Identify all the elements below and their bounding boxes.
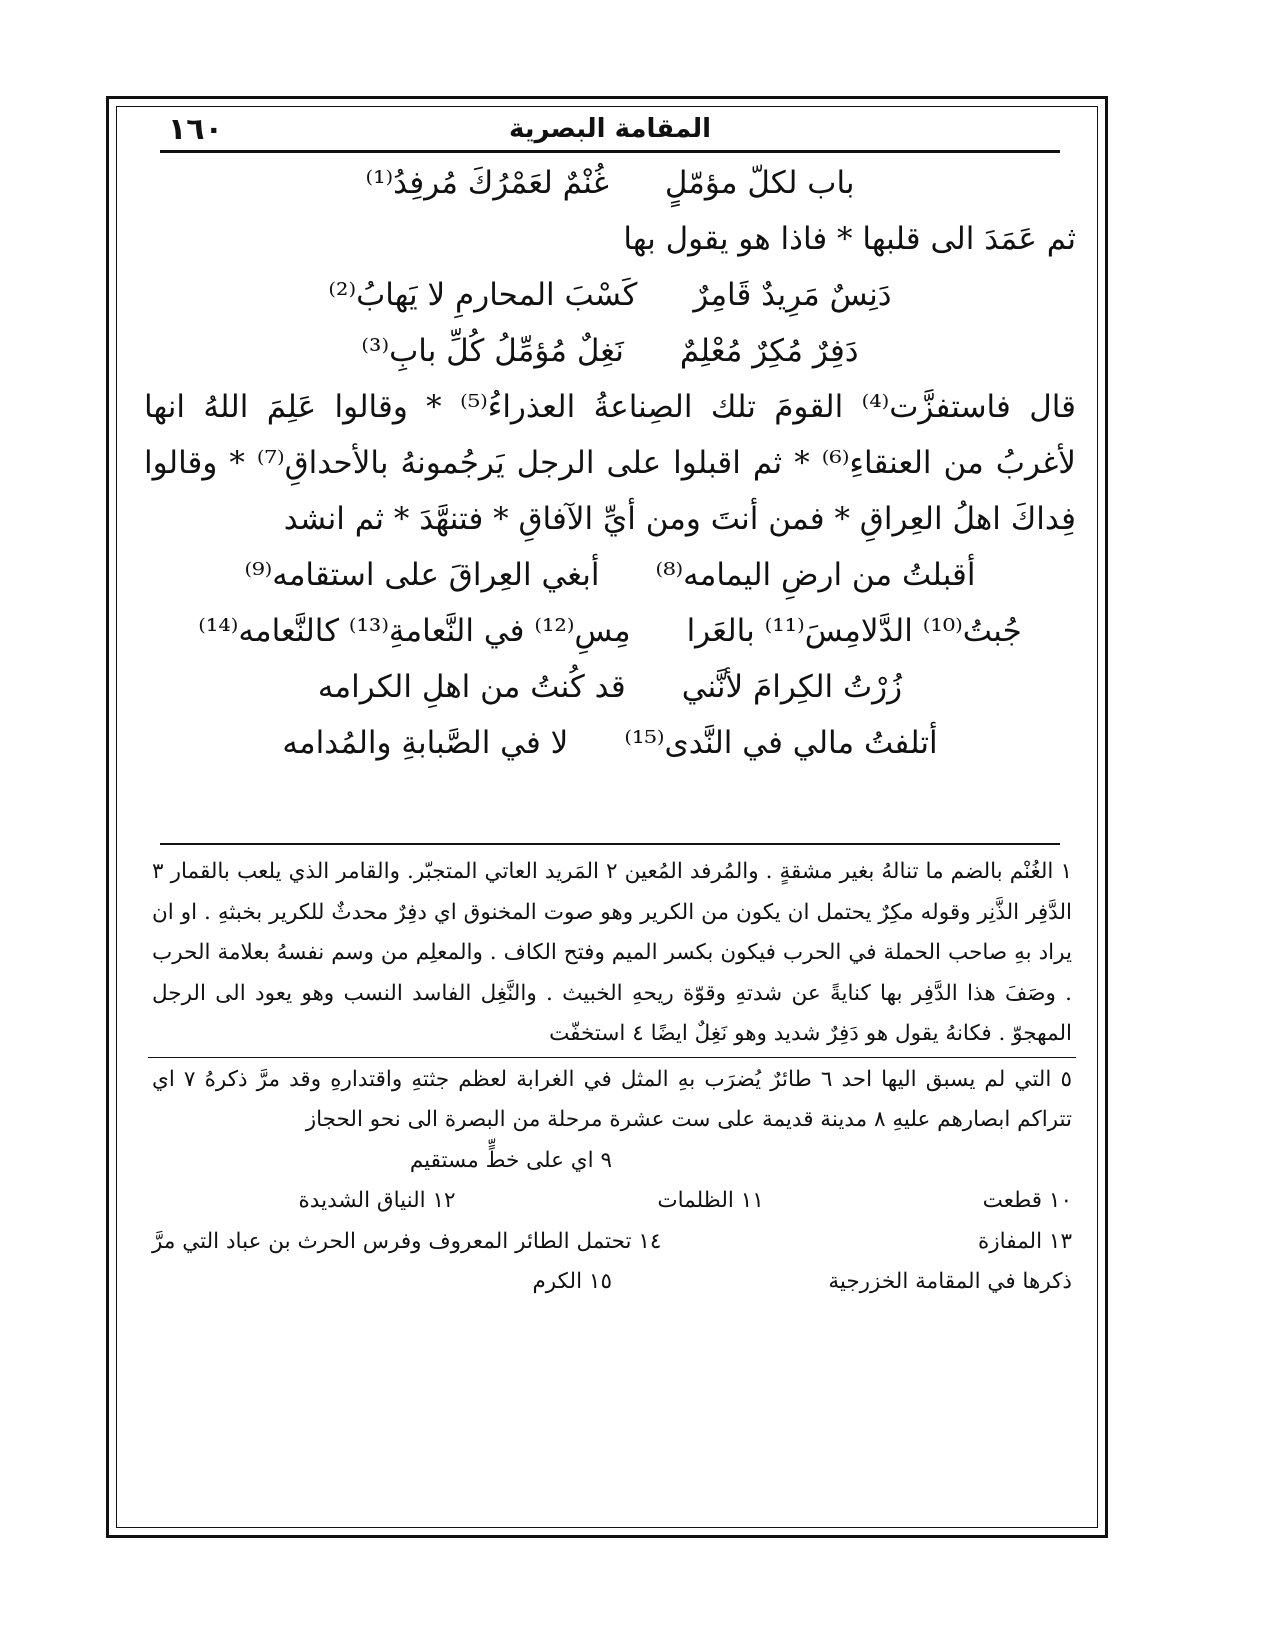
footnote-item: ١٢ النياق الشديدة bbox=[298, 1188, 456, 1213]
footnote-rule bbox=[160, 843, 1060, 845]
verse-line bbox=[140, 603, 1080, 659]
verse-hemistich: مِسِ⁽¹²⁾ في النَّعامةِ⁽¹³⁾ كالنَّعامه⁽¹⁴⁾ bbox=[198, 613, 631, 649]
prose-paragraph: ثم عَمَدَ الى قلبها * فاذا هو يقول بها bbox=[623, 221, 1076, 257]
verse-hemistich: باب لكلّ مؤمّلٍ bbox=[664, 165, 855, 201]
verse-hemistich: دَفِرٌ مُكِرٌ مُعْلِمٌ bbox=[679, 333, 859, 369]
verse-hemistich: قد كُنتُ من اهلِ الكرامه bbox=[317, 669, 626, 705]
verse-hemistich: نَغِلٌ مُؤمِّلُ كُلِّ بابِ⁽³⁾ bbox=[361, 333, 624, 369]
footnote-item: ١١ الظلمات bbox=[657, 1188, 764, 1213]
footnote-block: ٥ التي لم يسبق اليها احد ٦ طائرٌ يُضرَب بهِ المثل في الغرابة لعظم جثتهِ واقتدارهِ وقد مرَّ ذكرهُ ٧ اي تتراكم ابصارهم عليهِ ٨ مدينة قديمة على ست عشرة مرحلة من البصرة الى نحو الحجاز bbox=[152, 1066, 1073, 1132]
verse-line bbox=[140, 715, 1080, 771]
verse-hemistich: أتلفتُ مالي في النَّدى⁽¹⁵⁾ bbox=[624, 725, 938, 761]
footnote-block: ١ الغُنْم بالضم ما تنالهُ بغير مشقةٍ . والمُرفد المُعين ٢ المَريد العاتي المتجبّر. والقامر الذي يلعب بالقمار ٣ الدَّفِر الذَّنِر وقوله مكِرٌ يحتمل ان يكون من الكرير وهو صوت المخنوق اي دفِرٌ محدثٌ للكرير بخبثهِ . او ان يراد بهِ صاحب الحملة في الحرب فيكون بكسر الميم وفتح الكاف . والمعلِم من وسم نفسهُ بعلامة الحرب . وصَفَ هذا الدَّفِر بها كنايةً عن شدتهِ وقوّة ريحهِ الخبيث . والنَّغِل الفاسد النسب وهو يعود الى الرجل المهجوّ . فكانهُ يقول هو دَفِرٌ شديد وهو نَغِلٌ ايضًا ٤ استخفّت bbox=[152, 859, 1072, 1046]
footnote-item: ١٠ قطعت bbox=[982, 1188, 1072, 1213]
verse-line bbox=[140, 155, 1080, 211]
footnote-row bbox=[148, 1181, 1076, 1222]
footnote-row bbox=[148, 1222, 1076, 1263]
footnote-divider bbox=[148, 1057, 1076, 1058]
footnote-item: ١٥ الكرم bbox=[532, 1269, 612, 1294]
footnote-row bbox=[148, 1262, 1076, 1303]
verse-hemistich: غُنْمٌ لعَمْرُكَ مُرفِدُ⁽¹⁾ bbox=[365, 165, 609, 201]
footnote-item: ١٤ تحتمل الطائر المعروف وفرس الحرث بن عباد التي مرَّ bbox=[152, 1228, 662, 1254]
verse-hemistich: زُرْتُ الكِرامَ لأنَّني bbox=[681, 669, 903, 705]
main-text bbox=[140, 155, 1080, 771]
page-number: ١٦٠ bbox=[168, 112, 223, 147]
footnote-row bbox=[148, 1141, 1076, 1182]
running-title: المقامة البصرية bbox=[508, 114, 712, 144]
prose-paragraph: قال فاستفزَّت⁽⁴⁾ القومَ تلك الصِناعةُ العذراءُ⁽⁵⁾ * وقالوا عَلِمَ اللهُ انها لأغربُ من العنقاءِ⁽⁶⁾ * ثم اقبلوا على الرجل يَرجُمونهُ بالأحداقِ⁽⁷⁾ * وقالوا فِداكَ اهلُ العِراقِ * فمن أنتَ ومن أيِّ الآفاقِ * فتنهَّدَ * ثم انشد bbox=[144, 389, 1076, 537]
verse-hemistich: كَسْبَ المحارمِ لا يَهابُ⁽²⁾ bbox=[328, 277, 638, 313]
verse-hemistich: لا في الصَّبابةِ والمُدامه bbox=[282, 725, 569, 761]
footnote-item: ٩ اي على خطٍّ مستقيم bbox=[409, 1147, 612, 1173]
verse-hemistich: أقبلتُ من ارضِ اليمامه⁽⁸⁾ bbox=[655, 557, 976, 593]
footnotes bbox=[148, 852, 1076, 1303]
verse-line bbox=[140, 659, 1080, 715]
verse-hemistich: أبغي العِراقَ على استقامه⁽⁹⁾ bbox=[244, 557, 600, 593]
footnote-item bbox=[612, 1141, 1072, 1182]
page-header bbox=[160, 112, 1060, 152]
footnote-item: ذكرها في المقامة الخزرجية bbox=[828, 1269, 1072, 1294]
verse-line bbox=[140, 547, 1080, 603]
header-rule bbox=[160, 150, 1060, 153]
verse-line bbox=[140, 323, 1080, 379]
footnote-item: ١٣ المفازة bbox=[978, 1228, 1072, 1254]
verse-hemistich: جُبتُ⁽¹⁰⁾ الدَّلامِسَ⁽¹¹⁾ بالعَرا bbox=[686, 613, 1022, 649]
verse-line bbox=[140, 267, 1080, 323]
verse-hemistich: دَنِسٌ مَرِيدٌ قَامِرٌ bbox=[693, 277, 892, 313]
